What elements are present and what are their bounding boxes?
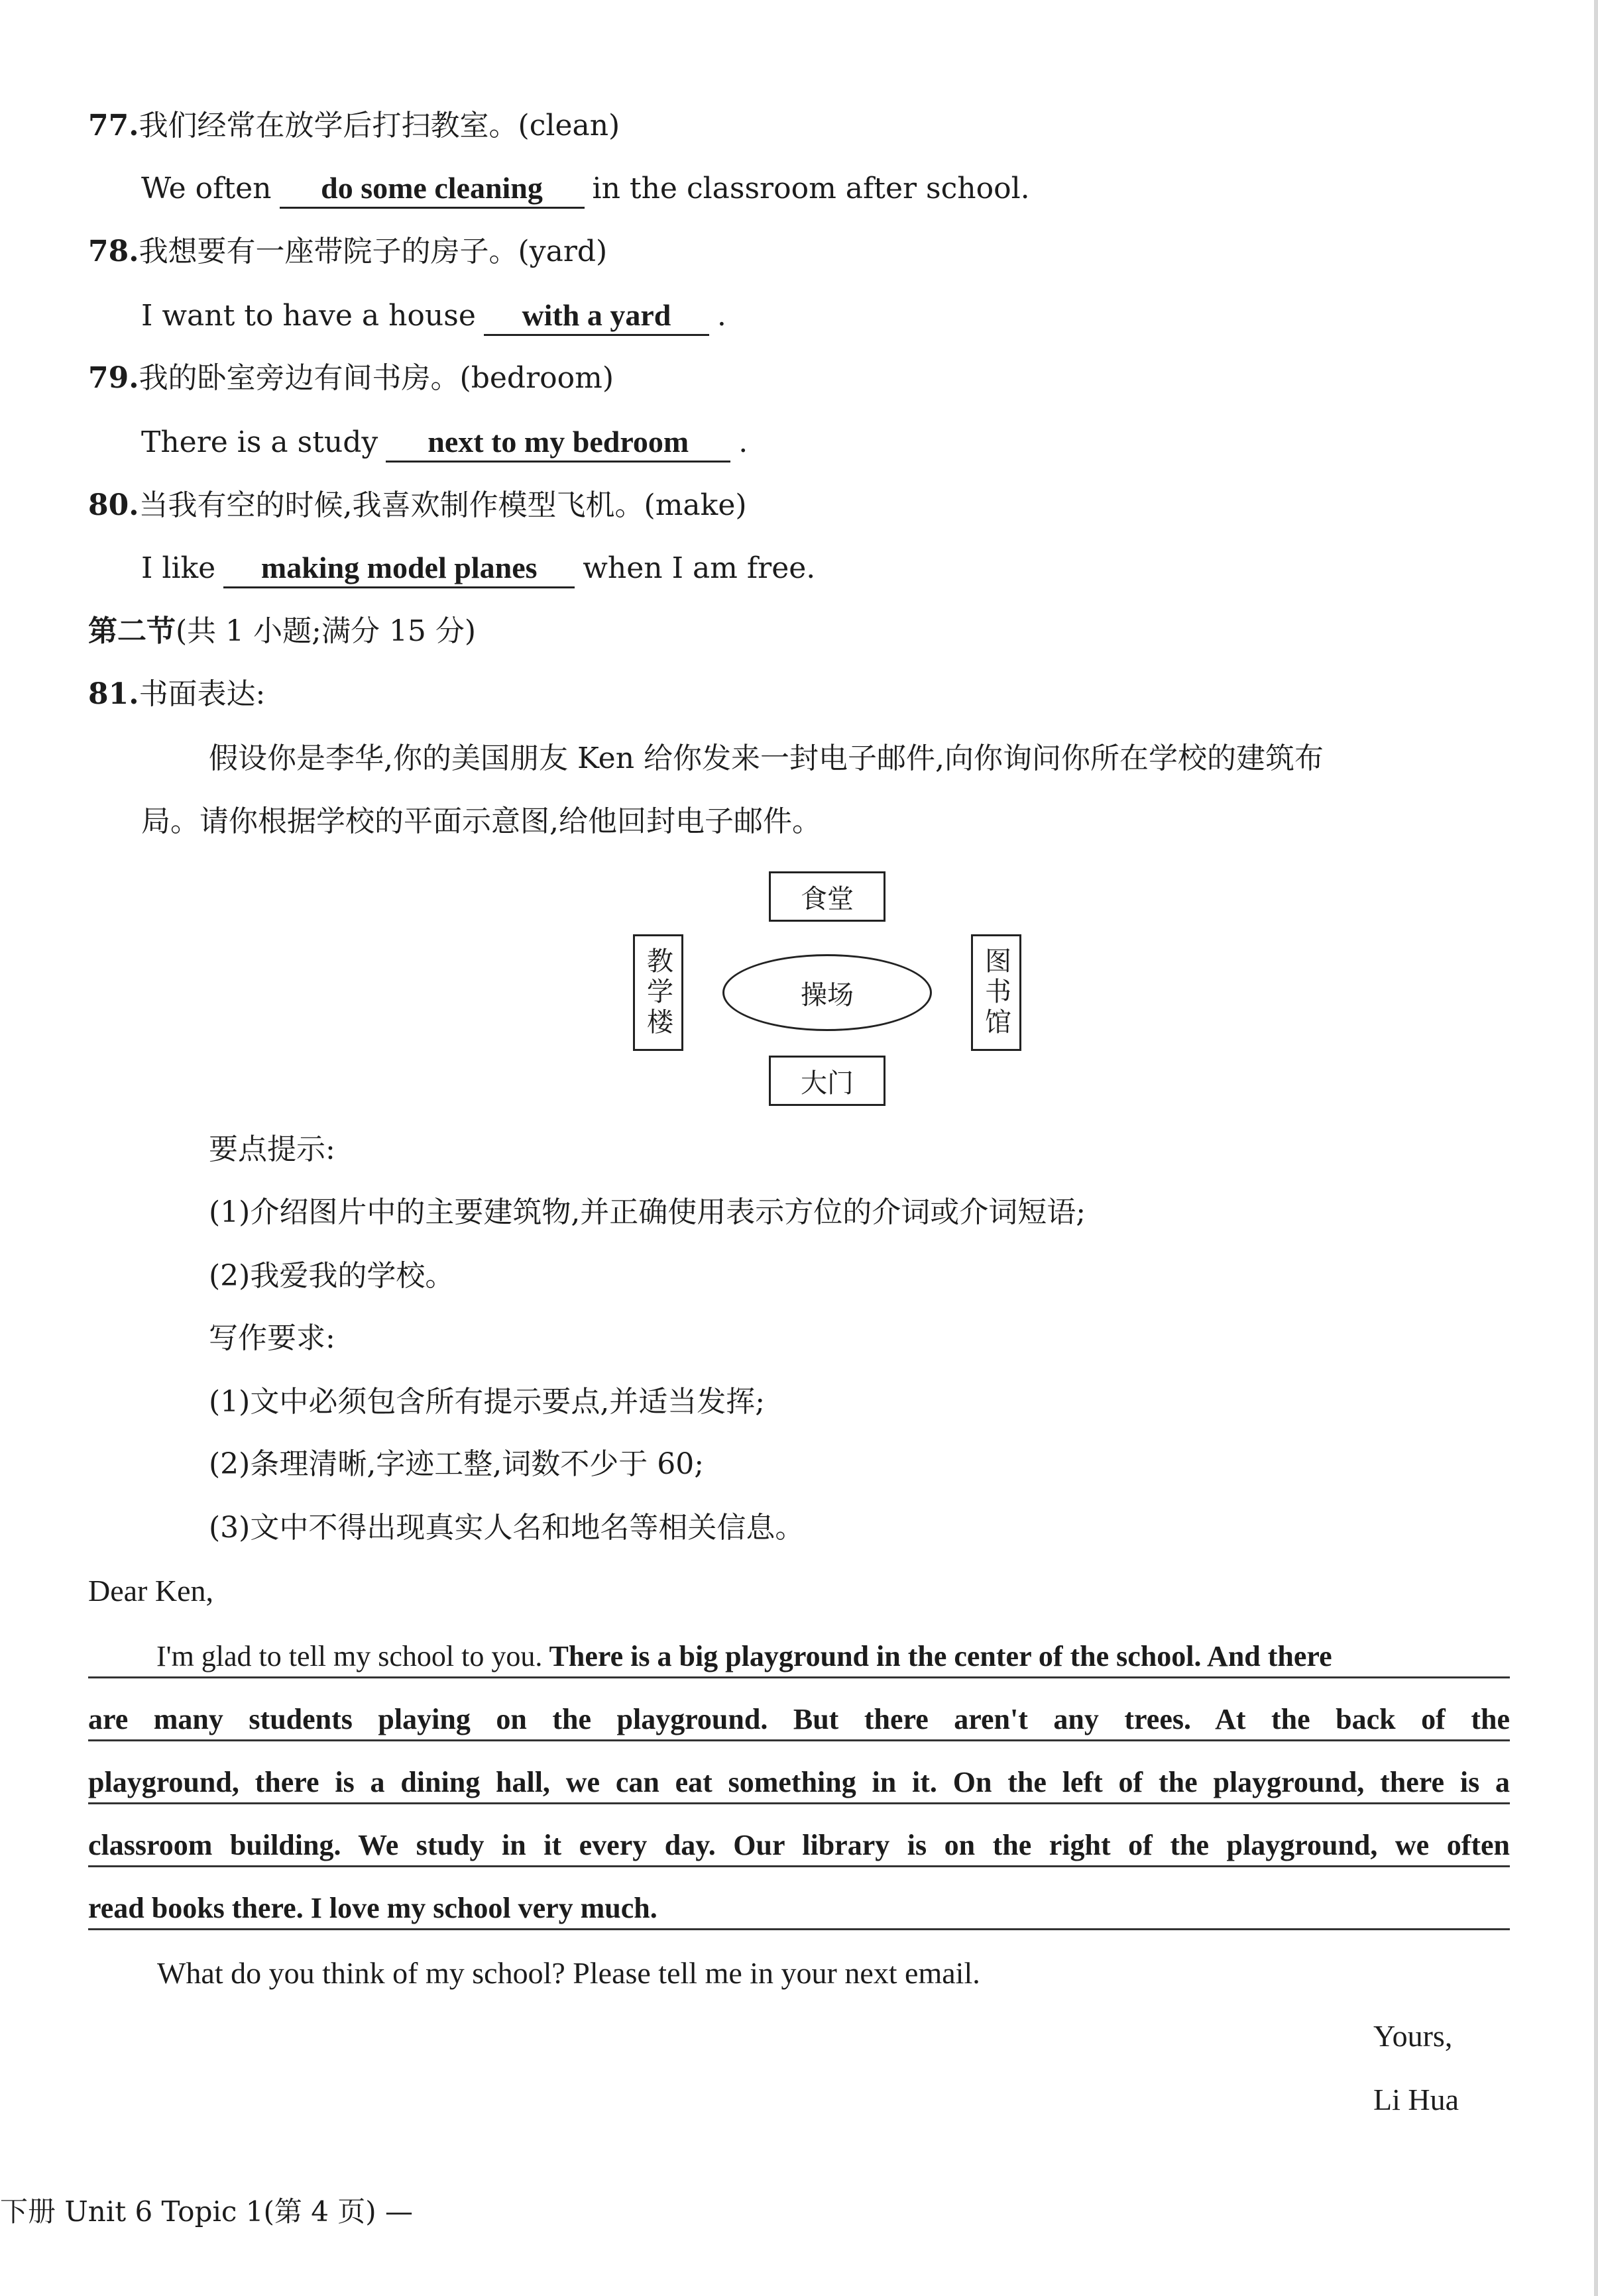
sentence-end: in the classroom after school.: [592, 172, 1030, 205]
question-prompt-text: 当我有空的时候,我喜欢制作模型飞机。(make): [139, 488, 747, 522]
page-edge-shadow: [1594, 0, 1598, 2296]
sentence-end: .: [716, 299, 726, 333]
question-number: 80.: [88, 488, 139, 522]
requirement-1: (1)文中必须包含所有提示要点,并适当发挥;: [209, 1385, 766, 1419]
hint-1: (1)介绍图片中的主要建筑物,并正确使用表示方位的介词或介词短语;: [209, 1195, 1086, 1229]
letter-opening: I'm glad to tell my school to you.: [156, 1640, 543, 1672]
hint-2: (2)我爱我的学校。: [209, 1259, 455, 1293]
answer-blank: making model planes: [223, 549, 575, 588]
question-79-prompt: [88, 358, 614, 398]
question-title-text: 书面表达:: [139, 677, 266, 711]
question-prompt-text: 我想要有一座带院子的房子。(yard): [139, 235, 608, 268]
letter-line-4: classroom building. We study in it every day. Our library is on the right of the playground, we often: [88, 1826, 1510, 1867]
question-prompt-text: 我的卧室旁边有间书房。(bedroom): [139, 361, 614, 395]
question-77-sentence: [141, 169, 1030, 209]
requirement-3: (3)文中不得出现真实人名和地名等相关信息。: [209, 1511, 805, 1545]
requirement-2: (2)条理清晰,字迹工整,词数不少于 60;: [209, 1447, 705, 1481]
sentence-start: We often: [141, 172, 272, 205]
letter-greeting: Dear Ken,: [88, 1574, 214, 1608]
sentence-start: I like: [141, 551, 216, 585]
diagram-main-gate: 大门: [769, 1056, 885, 1106]
letter-line-2: are many students playing on the playground. But there aren't any trees. At the back of the: [88, 1700, 1510, 1741]
requirements-title: 写作要求:: [209, 1321, 335, 1355]
question-81-intro-line2: 局。请你根据学校的平面示意图,给他回封电子邮件。: [141, 804, 821, 838]
question-number: 81.: [88, 677, 139, 711]
section-title: 第二节: [88, 614, 176, 648]
letter-line-5: read books there. I love my school very much.: [88, 1888, 1510, 1930]
question-77-prompt: [88, 106, 620, 146]
question-prompt-text: 我们经常在放学后打扫教室。(clean): [139, 109, 620, 142]
question-80-prompt: [88, 486, 747, 525]
question-81-intro-line1: 假设你是李华,你的美国朋友 Ken 给你发来一封电子邮件,向你询问你所在学校的建筑布: [209, 741, 1324, 775]
sentence-end: .: [738, 425, 748, 459]
letter-line-1: [88, 1637, 1510, 1678]
answer-blank: do some cleaning: [280, 170, 585, 209]
sentence-start: There is a study: [141, 425, 378, 459]
section-detail: (共 1 小题;满分 15 分): [176, 614, 477, 648]
letter-signature: Li Hua: [1373, 2083, 1459, 2116]
question-number: 79.: [88, 361, 139, 395]
sentence-end: when I am free.: [583, 551, 816, 585]
hints-title: 要点提示:: [209, 1132, 335, 1166]
question-number: 77.: [88, 109, 139, 142]
sentence-start: I want to have a house: [141, 299, 476, 333]
letter-closing: What do you think of my school? Please tell me in your next email.: [157, 1956, 980, 1990]
page-footer: 下册 Unit 6 Topic 1(第 4 页) —: [0, 2195, 414, 2228]
answer-blank: with a yard: [484, 297, 709, 336]
section-heading: [88, 612, 476, 651]
diagram-playground: 操场: [722, 954, 932, 1031]
diagram-teaching-building: 教学楼: [633, 934, 683, 1051]
question-78-prompt: [88, 232, 607, 272]
answer-blank: next to my bedroom: [386, 423, 730, 463]
letter-signoff: Yours,: [1373, 2019, 1453, 2053]
diagram-dining-hall: 食堂: [769, 871, 885, 922]
question-81-title: [88, 675, 265, 714]
diagram-library: 图书馆: [971, 934, 1021, 1051]
letter-answer-line1: There is a big playground in the center of the school. And there: [549, 1640, 1332, 1672]
question-80-sentence: [141, 549, 815, 588]
letter-line-3: playground, there is a dining hall, we can eat something in it. On the left of the playground, there is a: [88, 1763, 1510, 1804]
question-number: 78.: [88, 235, 139, 268]
question-79-sentence: [141, 423, 748, 463]
question-78-sentence: [141, 296, 726, 336]
